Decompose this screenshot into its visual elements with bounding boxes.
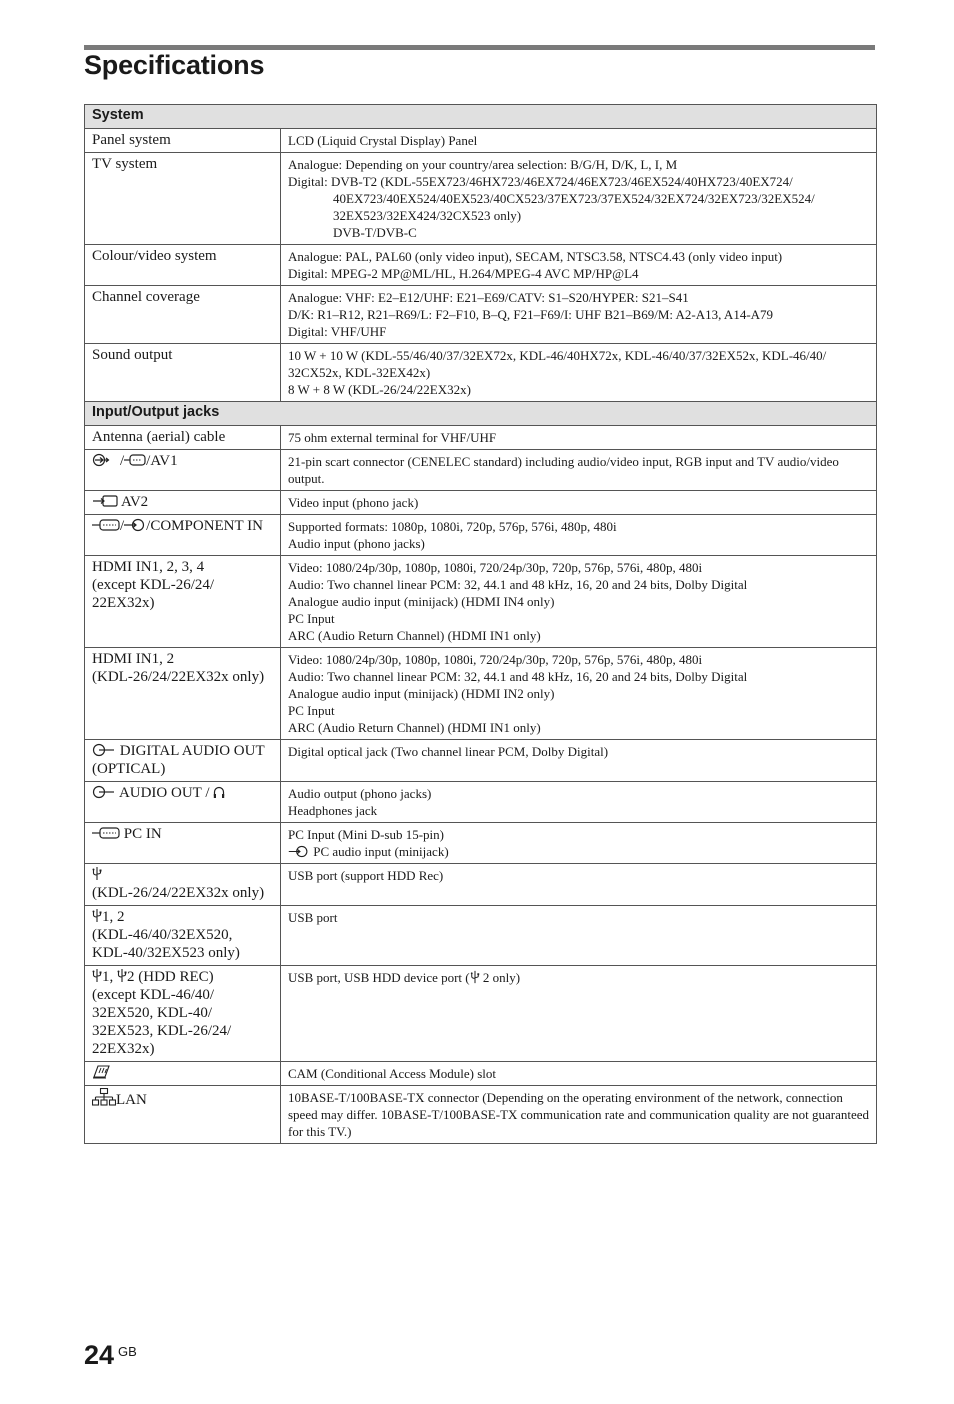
audio-input-icon: [288, 845, 310, 858]
table-row: [85, 906, 877, 966]
component-input-icon: [92, 518, 120, 532]
row-value: Supported formats: 1080p, 1080i, 720p, 576p, 576i, 480p, 480i Audio input (phono jacks): [281, 515, 877, 556]
lan-network-icon: [92, 1088, 116, 1106]
usb-icon: [470, 970, 480, 984]
table-row: [85, 1086, 877, 1144]
row-value: Audio output (phono jacks) Headphones jack: [281, 782, 877, 823]
row-value: Analogue: Depending on your country/area selection: B/G/H, D/K, L, I, M Digital: DVB-T2 (KDL-55EX723/46HX723/46EX724/46EX723/46EX524/40HX723/40EX724/ 40EX723/40EX524/40EX523/40CX523/37EX723/37EX524/32EX724/32EX723/32EX524/ 32EX523/32EX424/32CX523 only) DVB-T/DVB-C: [281, 153, 877, 245]
pc-input-icon: [92, 826, 120, 840]
row-label: Channel coverage: [85, 286, 281, 344]
table-row: [85, 648, 877, 740]
page-number: 24: [84, 1340, 115, 1370]
row-value: Analogue: PAL, PAL60 (only video input), SECAM, NTSC3.58, NTSC4.43 (only video input) Digital: MPEG-2 MP@ML/HL, H.264/MPEG-4 AVC MP/HP@L4: [281, 245, 877, 286]
row-value: USB port (support HDD Rec): [281, 864, 877, 906]
scart-in-out-icon: [92, 453, 120, 467]
page-language-code: GB: [118, 1344, 137, 1359]
usb-icon: [117, 968, 127, 983]
row-label: TV system: [85, 153, 281, 245]
table-row: [85, 864, 877, 906]
section-header-io: [85, 402, 877, 426]
row-label: [85, 1062, 281, 1086]
audio-input-icon: [124, 518, 146, 532]
row-value: PC Input (Mini D-sub 15-pin) PC audio input (minijack): [281, 823, 877, 864]
row-value: Video: 1080/24p/30p, 1080p, 1080i, 720/24p/30p, 720p, 576p, 576i, 480p, 480i Audio: Two channel linear PCM: 32, 44.1 and 48 kHz, 16, 20 and 24 bits, Dolby Digital Analogue audio input (minijack) (HDMI IN4 only) PC Input ARC (Audio Return Channel) (HDMI IN1 only): [281, 556, 877, 648]
spec-table: [84, 104, 877, 1144]
row-value: Digital optical jack (Two channel linear PCM, Dolby Digital): [281, 740, 877, 782]
row-label: AV2: [85, 491, 281, 515]
row-label: Colour/video system: [85, 245, 281, 286]
section-heading: Input/Output jacks: [85, 402, 877, 426]
row-value: Video input (phono jack): [281, 491, 877, 515]
row-label: / /COMPONENT IN: [85, 515, 281, 556]
row-label: AUDIO OUT /: [85, 782, 281, 823]
row-label: (KDL-26/24/22EX32x only): [85, 864, 281, 906]
row-value: USB port: [281, 906, 877, 966]
row-value: CAM (Conditional Access Module) slot: [281, 1062, 877, 1086]
table-row: [85, 286, 877, 344]
row-value: USB port, USB HDD device port ( 2 only): [281, 966, 877, 1062]
table-row: [85, 153, 877, 245]
headphones-icon: [213, 785, 225, 799]
row-label: PC IN: [85, 823, 281, 864]
table-row: [85, 1062, 877, 1086]
table-row: [85, 966, 877, 1062]
row-value: 10 W + 10 W (KDL-55/46/40/37/32EX72x, KDL-46/40HX72x, KDL-46/40/37/32EX52x, KDL-46/40/ 32CX52x, KDL-32EX42x) 8 W + 8 W (KDL-26/24/22EX32x): [281, 344, 877, 402]
row-label: 1, 2 (HDD REC) (except KDL-46/40/ 32EX520, KDL-40/ 32EX523, KDL-26/24/ 22EX32x): [85, 966, 281, 1062]
row-label: Panel system: [85, 129, 281, 153]
row-label: 1, 2 (KDL-46/40/32EX520, KDL-40/32EX523 only): [85, 906, 281, 966]
row-label: HDMI IN1, 2, 3, 4 (except KDL-26/24/ 22EX32x): [85, 556, 281, 648]
usb-icon: [92, 866, 102, 881]
row-label: Sound output: [85, 344, 281, 402]
row-label: / /AV1: [85, 450, 281, 491]
usb-icon: [92, 968, 102, 983]
row-value: Analogue: VHF: E2–E12/UHF: E21–E69/CATV: S1–S20/HYPER: S21–S41 D/K: R1–R12, R21–R69/L: F2–F10, B–Q, F21–F69/I: UHF B21–B69/M: A2-A13, A14-A79 Digital: VHF/UHF: [281, 286, 877, 344]
row-label: Antenna (aerial) cable: [85, 426, 281, 450]
row-value: 75 ohm external terminal for VHF/UHF: [281, 426, 877, 450]
row-value: Video: 1080/24p/30p, 1080p, 1080i, 720/24p/30p, 720p, 576p, 576i, 480p, 480i Audio: Two channel linear PCM: 32, 44.1 and 48 kHz, 16, 20 and 24 bits, Dolby Digital Analogue audio input (minijack) (HDMI IN2 only) PC Input ARC (Audio Return Channel) (HDMI IN1 only): [281, 648, 877, 740]
row-label: HDMI IN1, 2 (KDL-26/24/22EX32x only): [85, 648, 281, 740]
table-row: [85, 782, 877, 823]
table-row: [85, 823, 877, 864]
table-row: [85, 556, 877, 648]
output-jack-icon: [92, 743, 116, 757]
table-row: [85, 245, 877, 286]
table-row: [85, 491, 877, 515]
table-row: [85, 426, 877, 450]
row-label: LAN: [85, 1086, 281, 1144]
table-row: [85, 515, 877, 556]
table-row: [85, 129, 877, 153]
scart-input-icon: [124, 453, 146, 467]
table-row: [85, 344, 877, 402]
output-jack-icon: [92, 785, 116, 799]
video-input-icon: [92, 494, 118, 508]
row-value: 10BASE-T/100BASE-TX connector (Depending on the operating environment of the network, connection speed may differ. 10BASE-T/100BASE-TX communication rate and communication quality are not guaranteed for this TV.): [281, 1086, 877, 1144]
page-title: Specifications: [84, 50, 265, 80]
section-heading: System: [85, 105, 877, 129]
usb-icon: [92, 908, 102, 923]
row-value: 21-pin scart connector (CENELEC standard) including audio/video input, RGB input and TV audio/video output.: [281, 450, 877, 491]
row-label: DIGITAL AUDIO OUT (OPTICAL): [85, 740, 281, 782]
row-value: LCD (Liquid Crystal Display) Panel: [281, 129, 877, 153]
cam-slot-icon: [92, 1064, 112, 1079]
table-row: [85, 450, 877, 491]
table-row: [85, 740, 877, 782]
section-header-system: [85, 105, 877, 129]
